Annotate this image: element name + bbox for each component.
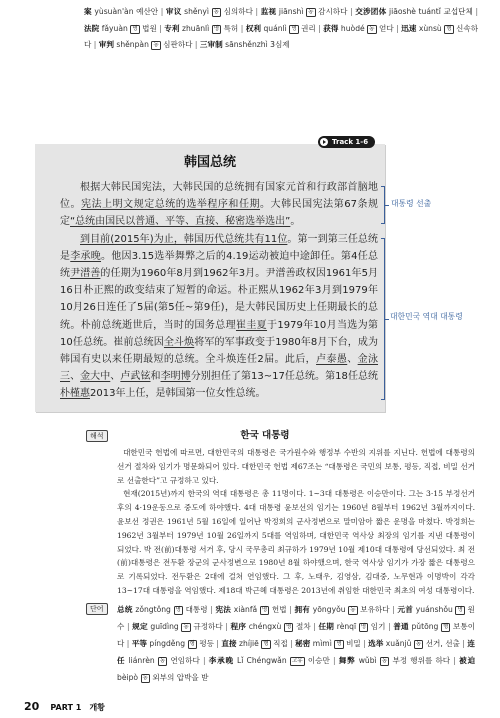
part-of-speech-badge: 명 (360, 624, 367, 630)
vocab-hanzi: 元首 (397, 605, 414, 614)
underlined-phrase: 崔圭夏 (235, 319, 268, 331)
vocab-entry (132, 639, 214, 648)
vocab-hanzi: 李承晚 (208, 656, 234, 665)
reading-title: 韩国总统 (183, 155, 236, 170)
vocab-pinyin: xuǎnjǔ (385, 639, 412, 648)
text-run: 。 (290, 216, 301, 228)
vocab-separator: | (453, 656, 456, 665)
part-of-speech-badge: 명 (291, 25, 297, 32)
text-run: 和 (150, 371, 161, 383)
underlined-phrase: 金泳三 (60, 354, 379, 383)
vocab-separator: | (240, 23, 244, 33)
vocab-hanzi: 被迫 (459, 656, 476, 665)
underlined-phrase: 卢武铉 (120, 371, 151, 383)
part-of-speech-badge: 명 (213, 25, 220, 32)
vocab-entry (84, 7, 158, 16)
track-label: Track 1-6 (332, 138, 369, 146)
vocab-pinyin: chéngxù (248, 622, 282, 631)
side-note-presidents: 대한민국 역대 대통령 (390, 312, 463, 321)
translation-paragraph: 대한민국 헌법에 따르면, 대한민국의 대통령은 국가원수와 행정부 수반의 지위를 지닌다. 헌법에 대통령의 선거 절차와 임기가 명문화되어 있다. 대한민국 헌법 제67조는 “대통령은 국민의 보통, 평등, 직접, 비밀 선거로 선출한다”고 규정하고 있다. (117, 448, 475, 485)
side-note-election: 대통령 선출 (391, 199, 432, 208)
vocab-meaning: 신속하다 (84, 23, 479, 49)
vocab-hanzi: 权利 (245, 23, 261, 33)
part-of-speech-badge: 명 (132, 25, 138, 32)
vocab-meaning: 이승만 (307, 656, 330, 665)
text-run: 、 (347, 354, 358, 366)
vocab-separator: | (203, 656, 206, 665)
vocabulary-list-top (84, 4, 478, 54)
vocab-separator: | (194, 40, 198, 49)
annotation-bracket (381, 186, 385, 224)
vocab-meaning: 외부의 압박을 받 (152, 673, 209, 682)
vocab-meaning: 예산안 (136, 7, 159, 16)
vocab-pinyin: xiànfǎ (233, 605, 258, 614)
vocab-hanzi: 审判 (98, 40, 114, 49)
vocab-pinyin: fǎyuàn (101, 23, 128, 33)
part-of-speech-badge: 형 (443, 624, 449, 630)
text-run: 、 (70, 371, 81, 383)
vocab-meaning: 보통이다 (117, 622, 476, 648)
translation-title: 한국 대통령 (240, 430, 290, 441)
vocab-entry (164, 24, 238, 33)
vocab-meaning: 선거, 선출 (425, 639, 460, 648)
vocab-meaning: 대통령 (185, 605, 208, 614)
vocab-entry (246, 24, 316, 33)
part-of-speech-badge: 형 (263, 641, 269, 647)
vocab-meaning: 직접 (273, 639, 288, 648)
translation-body (117, 446, 475, 598)
vocab-meaning: 절차 (296, 622, 311, 631)
vocab-separator: | (216, 639, 219, 648)
vocab-pinyin: zhuānlì (181, 23, 210, 33)
vocab-pinyin: guīdìng (150, 622, 179, 631)
underlined-phrase: 全斗焕 (163, 336, 195, 348)
vocab-meaning: 3심제 (270, 40, 290, 49)
vocab-hanzi: 总统 (117, 605, 133, 614)
vocab-entry (319, 622, 386, 631)
translation-tag: 해석 (86, 430, 108, 442)
vocab-hanzi: 三审制 (199, 40, 223, 49)
vocab-hanzi: 宪法 (215, 605, 232, 614)
underlined-phrase: 金大中 (80, 371, 111, 383)
vocab-hanzi: 选举 (368, 639, 384, 648)
vocab-hanzi: 监视 (260, 7, 277, 16)
vocab-separator: | (462, 639, 465, 648)
vocab-separator: | (160, 7, 164, 16)
vocab-meaning: 헌법 (271, 605, 287, 614)
vocab-entry (132, 622, 223, 631)
vocab-separator: | (392, 605, 395, 614)
part-of-speech-badge: 동 (369, 25, 375, 32)
text-run: 2013年上任，是韩国第一位女性总统。 (90, 388, 266, 400)
vocab-meaning: 연임하다 (170, 656, 200, 665)
vocab-entry (355, 7, 473, 16)
underlined-phrase: 卢泰愚 (316, 354, 348, 366)
vocab-separator: | (475, 7, 479, 16)
vocab-separator: | (126, 622, 130, 631)
vocab-pinyin: zhíjiē (239, 639, 259, 648)
vocab-meaning: 교섭단체 (443, 7, 473, 16)
part-of-speech-badge: 명 (457, 607, 463, 613)
part-of-speech-badge: 형 (446, 25, 452, 32)
vocab-pinyin: bèipò (117, 673, 139, 682)
vocab-entry (84, 24, 157, 33)
reading-body (60, 179, 378, 403)
vocab-entry (209, 656, 330, 665)
vocab-pinyin: xùnsù (418, 23, 442, 33)
vocab-pinyin: yuánshǒu (415, 605, 453, 614)
vocab-pinyin: yùsuàn'àn (94, 7, 134, 16)
vocab-hanzi: 专利 (164, 23, 180, 33)
vocab-entry (261, 7, 348, 16)
text-run: 于1979年10月当选为第10任总统。崔前总统因 (60, 319, 379, 348)
part-of-speech-badge: 동 (213, 9, 219, 15)
vocab-separator: | (318, 23, 321, 33)
vocab-pinyin: sānshěnzhì (225, 40, 268, 49)
text-run: 。第一到第三任总统是 (60, 233, 379, 262)
vocab-meaning: 임기 (370, 622, 386, 631)
vocab-pinyin: zǒngtǒng (135, 605, 171, 614)
vocab-separator: | (255, 7, 259, 16)
part-of-speech-badge: 명 (285, 624, 292, 630)
reading-paragraph (60, 231, 378, 403)
vocab-hanzi: 迅速 (401, 23, 417, 33)
vocabulary-tag: 단어 (86, 603, 108, 615)
vocab-entry (295, 639, 361, 648)
vocab-separator: | (388, 622, 391, 631)
part-of-speech-badge: 동 (350, 607, 356, 613)
vocabulary-list (117, 601, 475, 686)
vocab-hanzi: 舞弊 (338, 656, 356, 665)
vocab-entry (117, 605, 208, 614)
vocab-pinyin: jiāoshè tuántǐ (388, 7, 441, 16)
vocab-pinyin: shěnpàn (116, 40, 149, 49)
vocab-separator: | (210, 605, 213, 614)
vocab-separator: | (126, 639, 130, 648)
play-icon (320, 138, 328, 146)
vocab-pinyin: mìmì (312, 639, 332, 648)
vocab-meaning: 원수 (117, 605, 475, 631)
vocab-hanzi: 秘密 (295, 639, 311, 648)
vocab-pinyin: huòdé (340, 23, 365, 33)
part-of-speech-badge: 형 (189, 641, 195, 647)
vocab-separator: | (225, 622, 228, 631)
vocab-entry (200, 40, 290, 49)
part-label: PART 1 (50, 703, 82, 712)
underlined-phrase: 李承晚 (70, 250, 102, 262)
vocab-hanzi: 平等 (131, 639, 147, 648)
vocab-entry (166, 7, 253, 16)
text-run: 的任期为1960年8月到1962年3月。尹潽善政权因1961年5月16日朴正熙的政变结束了短暂的命运。朴正熙从1962年3月到1979年10月26日连任了5届(第5任~第9任)，是大韩民国历史上任期最长的总统。朴前总统逝世后，当时的国务总理 (60, 268, 379, 331)
part-of-speech-badge: 동 (153, 42, 159, 48)
vocab-hanzi: 直接 (221, 639, 237, 648)
vocab-meaning: 법원 (142, 23, 157, 33)
underlined-phrase: 到目前(2015年)为止，韩国历代总统共有11位 (80, 233, 288, 245)
underlined-phrase: “总统由国民以普通、平等、直接、秘密选举选出” (70, 216, 291, 228)
vocab-hanzi: 连任 (117, 639, 475, 665)
underlined-phrase: 尹潽善 (70, 268, 101, 280)
vocab-hanzi: 规定 (132, 622, 148, 631)
vocab-hanzi: 普通 (393, 622, 409, 631)
vocab-meaning: 권리 (301, 23, 316, 33)
text-run: 分别担任了第13~17任总统。第18任总统 (190, 371, 379, 383)
vocab-hanzi: 案 (84, 7, 92, 16)
vocab-meaning: 얻다 (379, 23, 394, 33)
vocab-entry (339, 656, 450, 665)
audio-track-badge (318, 136, 375, 148)
vocab-separator: | (290, 639, 293, 648)
vocab-meaning: 감시하다 (318, 7, 348, 16)
section-label: 개황 (89, 703, 105, 712)
vocab-hanzi: 任期 (318, 622, 335, 631)
text-run: 、 (110, 371, 121, 383)
vocab-hanzi: 拥有 (294, 605, 311, 614)
vocab-hanzi: 法院 (84, 23, 100, 33)
vocab-separator: | (93, 40, 97, 49)
vocab-meaning: 평등 (199, 639, 214, 648)
vocab-meaning: 심판하다 (163, 40, 193, 49)
part-of-speech-badge: 동 (142, 675, 148, 681)
vocab-pinyin: jiānshì (278, 7, 304, 16)
vocab-separator: | (313, 622, 316, 631)
vocab-separator: | (289, 605, 292, 614)
part-of-speech-badge: 동 (381, 658, 388, 664)
vocab-pinyin: wǔbì (358, 656, 377, 665)
vocab-meaning: 규정하다 (193, 622, 223, 631)
vocab-hanzi: 程序 (230, 622, 247, 631)
annotation-bracket (381, 238, 385, 400)
vocab-entry (99, 40, 193, 49)
part-of-speech-badge: 명 (336, 641, 342, 647)
vocab-pinyin: quánlì (263, 23, 287, 33)
vocab-hanzi: 审议 (165, 7, 182, 16)
underlined-phrase: 朴槿惠 (60, 388, 90, 400)
part-of-speech-badge: 명 (261, 607, 268, 613)
vocab-separator: | (333, 656, 336, 665)
vocab-hanzi: 交涉团体 (355, 7, 387, 16)
translation-paragraph: 현재(2015년)까지 한국의 역대 대통령은 총 11명이다. 1~3대 대통령은 이승만이다. 그는 3·15 부정선거 후의 4·19운동으로 중도에 하야했다. 4대 대통령 윤보선의 임기는 1960년 8월부터 1962년 3월까지이다. 윤보선 정권은 1961년 5월 16일에 일어난 박정희의 군사정변으로 말미암아 짧은 운명을 마쳤다. 박정희는 1962년 3월부터 1979년 10월 26일까지 5대를 역임하며, 대한민국 역사상 최장의 임기를 지낸 대통령이 되었다. 박 전(前)대통령 서거 후, 당시 국무총리 최규하가 1979년 10월 제10대 대통령에 당선되었다. 최 전(前)대통령은 전두환 장군의 군사정변으로 1980년 8월 하야했으며, 한국 역사상 임기가 가장 짧은 대통령으로 기록되었다. 전두환은 2대에 걸쳐 연임했다. 그 후, 노태우, 김영삼, 김대중, 노무현과 이명박이 각각 13~17대 대통령을 역임했다. 제18대 박근혜 대통령은 2013년에 취임한 대한민국 최초의 여성 대통령이다. (117, 489, 475, 595)
text-run: 。大韩民国宪法第67条规定 (60, 199, 379, 228)
text-run: 根据大韩民国宪法，大韩民国的总统拥有国家元首和行政部首脑地位。 (60, 182, 378, 211)
chinese-reading-box (35, 144, 385, 412)
vocab-pinyin: pǔtōng (411, 622, 439, 631)
part-of-speech-badge: 동 (159, 658, 166, 664)
vocab-separator: | (350, 7, 353, 16)
part-of-speech-badge: 고유 (291, 658, 303, 664)
vocab-entry (368, 639, 460, 648)
vocab-pinyin: píngděng (149, 639, 186, 648)
page-footer (24, 695, 105, 714)
vocab-separator: | (363, 639, 366, 648)
vocab-entry (215, 605, 286, 614)
vocab-meaning: 보유하다 (360, 605, 390, 614)
vocab-entry (323, 24, 393, 33)
underlined-phrase: 李明博 (160, 371, 191, 383)
vocab-pinyin: Lǐ Chéngwǎn (237, 656, 287, 665)
vocab-meaning: 심의하다 (223, 7, 253, 16)
vocab-meaning: 특허 (223, 23, 239, 33)
vocab-entry (221, 639, 287, 648)
page-number: 20 (24, 700, 40, 713)
vocab-entry (294, 605, 389, 614)
text-run: 将军的军事政变于1980年8月下台，成为韩国有史以来任期最短的总统。全斗焕连任2届。此后， (60, 336, 378, 366)
vocab-pinyin: liánrèn (128, 656, 155, 665)
vocab-pinyin: yōngyǒu (312, 605, 346, 614)
part-of-speech-badge: 동 (183, 624, 189, 630)
vocab-pinyin: shěnyì (184, 7, 209, 16)
vocab-entry (231, 622, 311, 631)
vocab-separator: | (159, 23, 162, 33)
reading-paragraph (60, 179, 378, 231)
vocab-meaning: 부정 행위를 하다 (392, 656, 451, 665)
part-of-speech-badge: 동 (415, 641, 422, 647)
vocab-hanzi: 获得 (323, 23, 339, 33)
vocab-pinyin: rènqī (336, 622, 357, 631)
vocab-separator: | (396, 23, 399, 33)
underlined-phrase: 宪法上明文规定总统的选举程序和任期 (81, 199, 261, 211)
part-of-speech-badge: 명 (175, 607, 181, 613)
part-of-speech-badge: 동 (308, 9, 314, 15)
vocab-meaning: 비밀 (346, 639, 361, 648)
text-run: 。他因3.15选举舞弊之后的4.19运动被迫中途卸任。第4任总统 (60, 250, 379, 280)
